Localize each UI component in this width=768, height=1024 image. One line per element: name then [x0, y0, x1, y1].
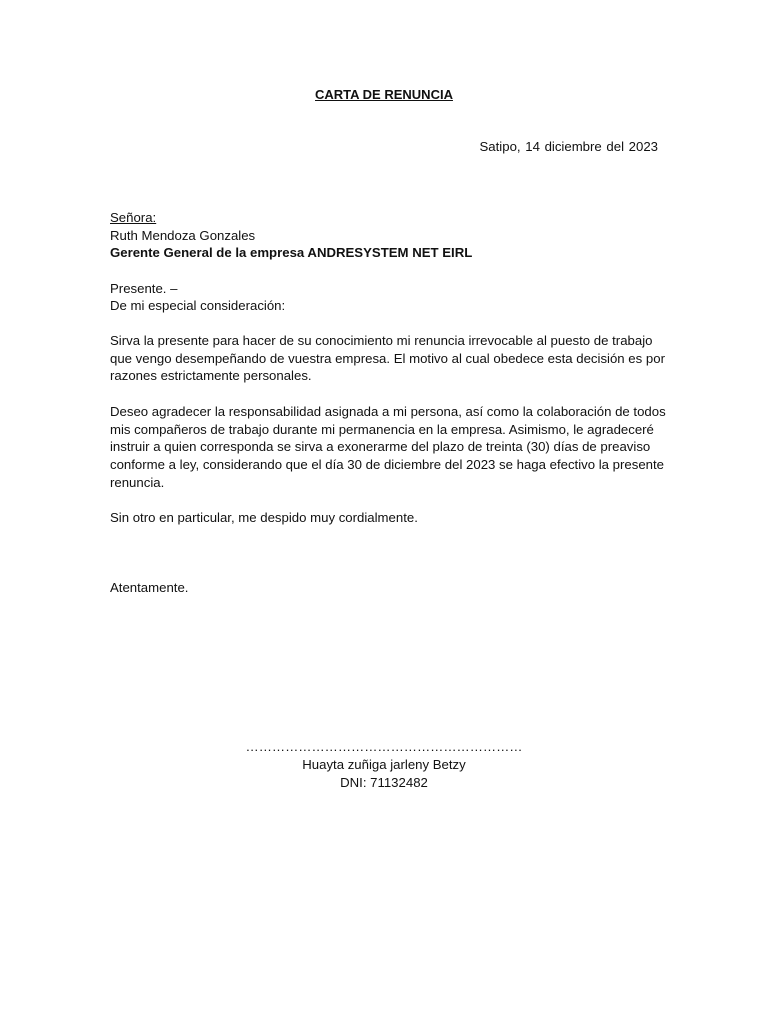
- paragraph-line: conforme a ley, considerando que el día 30 de diciembre del 2023 se haga efectivo la presente: [110, 457, 664, 473]
- recipient-position: Gerente General de la empresa ANDRESYSTEM NET EIRL: [110, 245, 473, 260]
- recipient-name: Ruth Mendoza Gonzales: [110, 228, 256, 243]
- consideracion-line: De mi especial consideración:: [110, 298, 286, 313]
- paragraph-line: Sirva la presente para hacer de su conocimiento mi renuncia irrevocable al puesto de trabajo: [110, 333, 653, 348]
- paragraph-line: instruir a quien corresponda se sirva a exonerarme del plazo de treinta (30) días de preaviso: [110, 439, 651, 455]
- signature-line: ………………………………………………………: [245, 739, 523, 754]
- body-paragraph-2: [110, 403, 666, 492]
- signature-block: [0, 738, 768, 792]
- paragraph-line: Deseo agradecer la responsabilidad asignada a mi persona, así como la colaboración de todos: [110, 404, 666, 419]
- signer-name: Huayta zuñiga jarleny Betzy: [302, 757, 466, 772]
- paragraph-line: que vengo desempeñando de vuestra empresa. El motivo al cual obedece esta decisión es por: [110, 350, 665, 366]
- paragraph-line: mis compañeros de trabajo durante mi permanencia en la empresa. Asimismo, le agradeceré: [110, 421, 654, 437]
- atentamente-line: Atentamente.: [110, 580, 189, 595]
- paragraph-line: renuncia.: [110, 474, 165, 490]
- presente-line: Presente. –: [110, 281, 178, 296]
- paragraph-line: razones estrictamente personales.: [110, 368, 312, 384]
- salutation: Señora:: [110, 210, 157, 225]
- letter-date: Satipo, 14 diciembre del 2023: [479, 139, 658, 154]
- closing-line: Sin otro en particular, me despido muy cordialmente.: [110, 510, 418, 525]
- body-paragraph-1: [110, 332, 665, 385]
- letter-title: CARTA DE RENUNCIA: [315, 87, 453, 102]
- signer-dni: DNI: 71132482: [340, 775, 428, 790]
